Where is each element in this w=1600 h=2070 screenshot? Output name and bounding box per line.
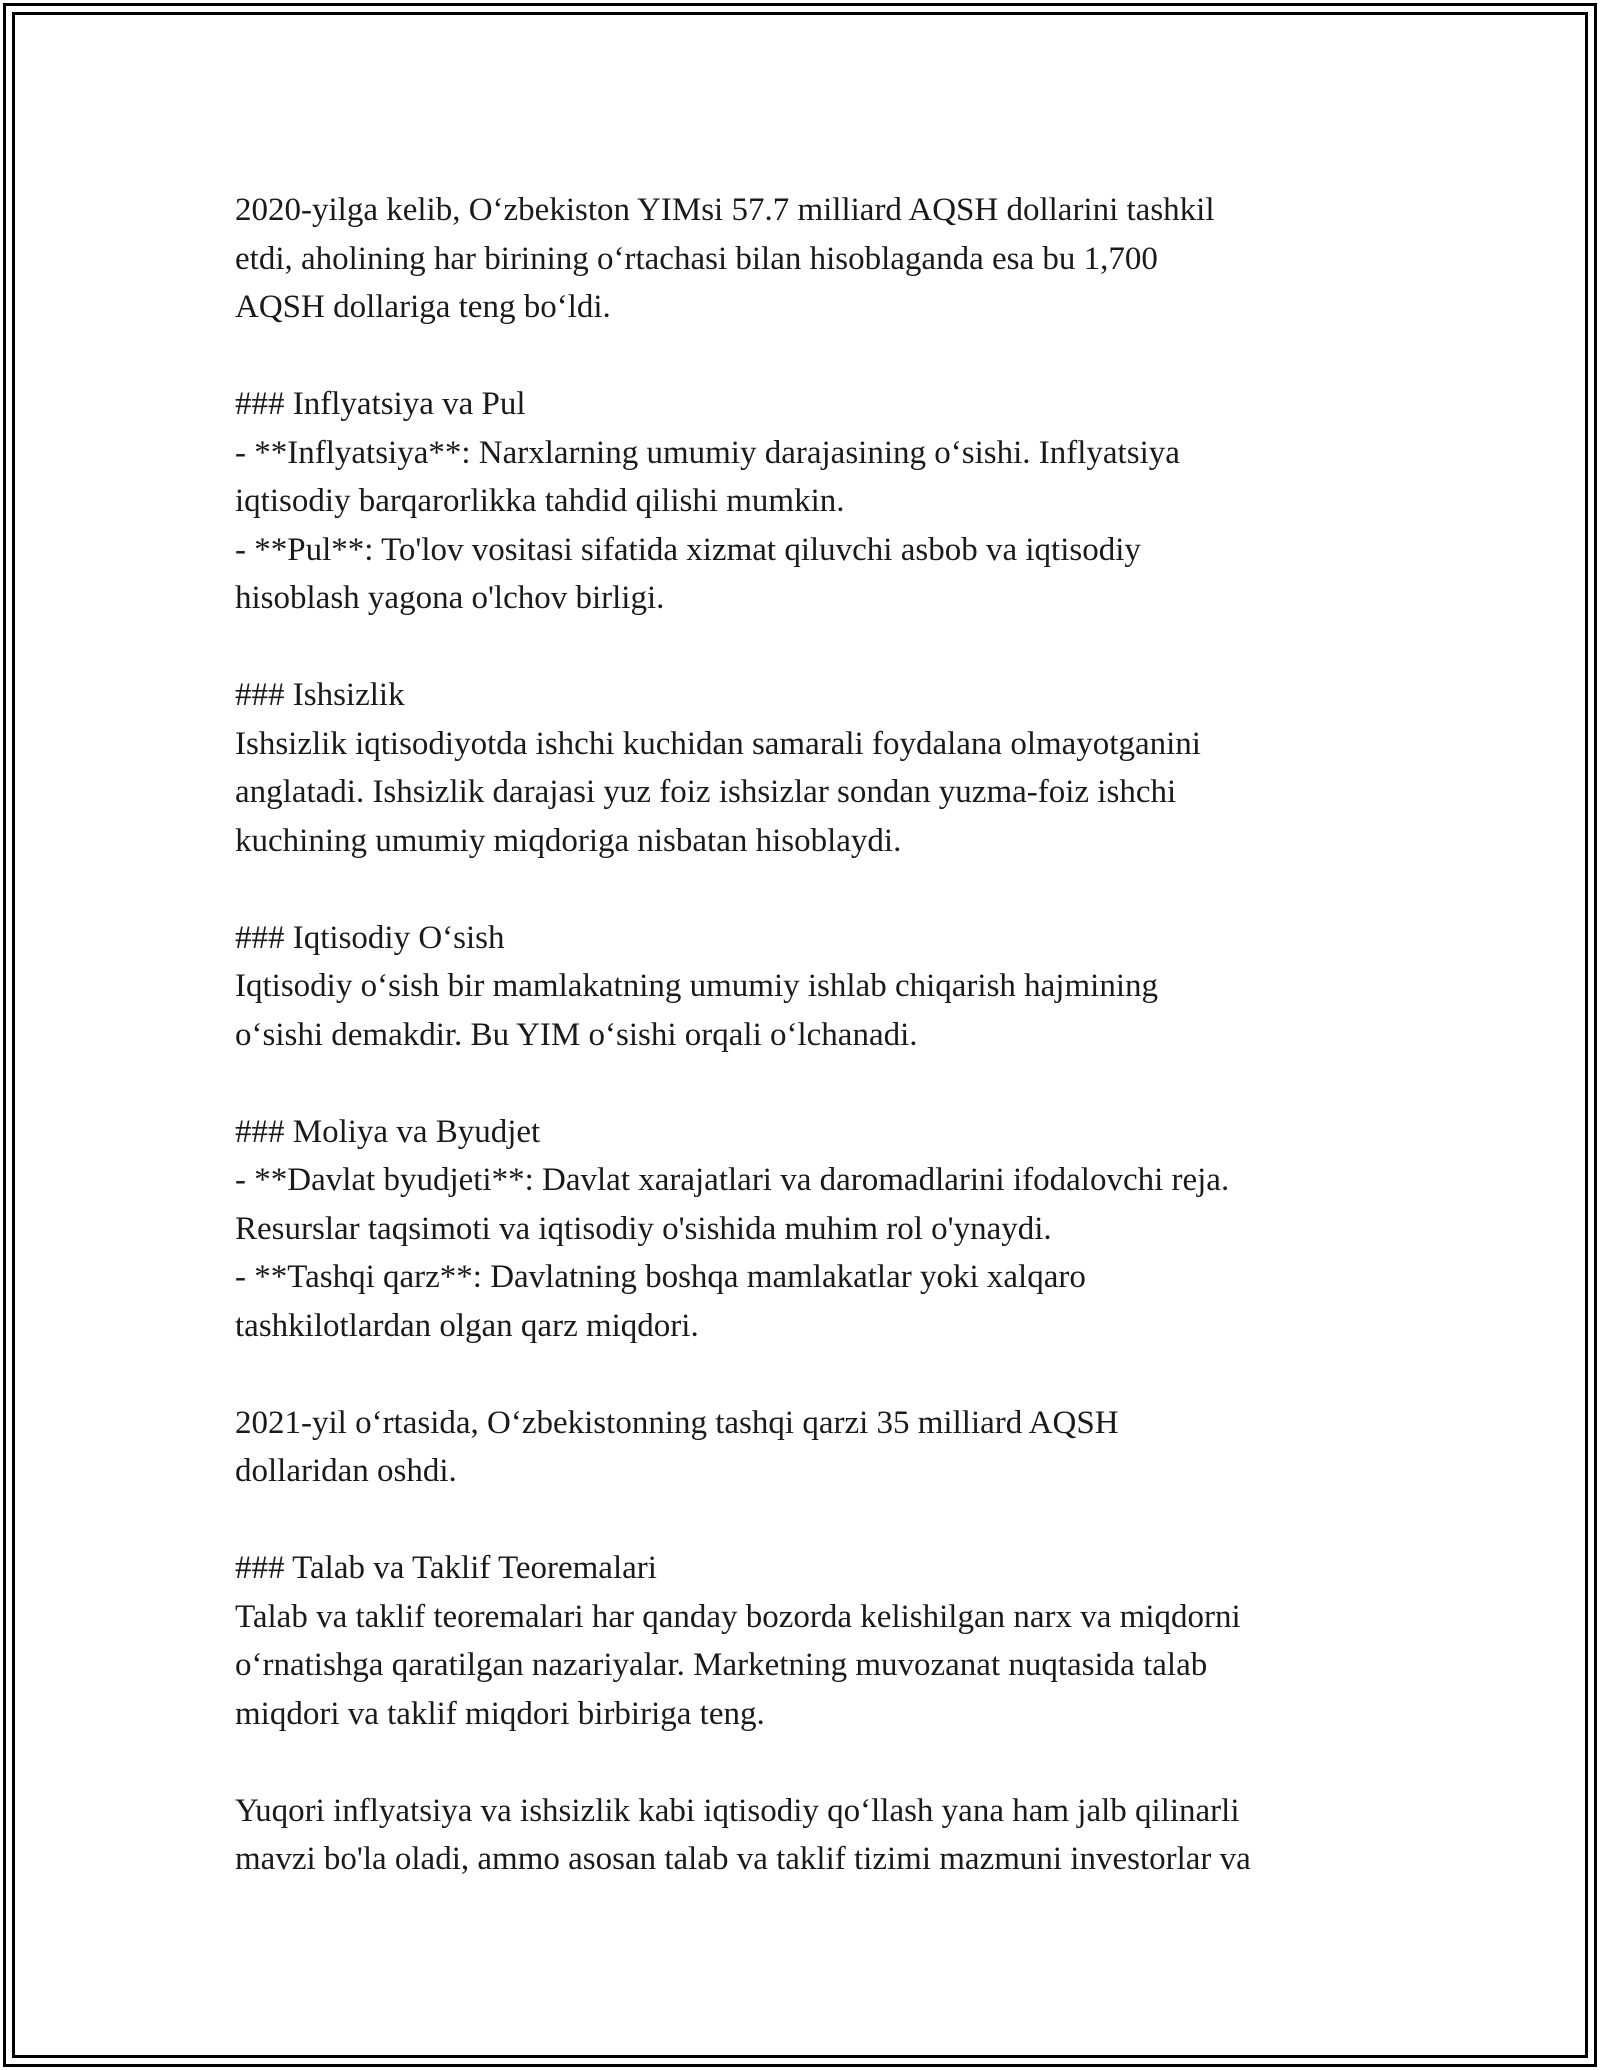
text-line: hisoblash yagona o'lchov birligi.	[235, 580, 665, 616]
text-line: anglatadi. Ishsizlik darajasi yuz foiz ishsizlar sondan yuzma-foiz ishchi	[235, 774, 1177, 810]
section-unemployment	[235, 671, 1395, 865]
text-line: - **Inflyatsiya**: Narxlarning umumiy darajasining o‘sishi. Inflyatsiya	[235, 434, 1180, 471]
text-line: - **Tashqi qarz**: Davlatning boshqa mamlakatlar yoki xalqaro	[235, 1259, 1086, 1295]
text-line: Yuqori inflyatsiya va ishsizlik kabi iqtisodiy qo‘llash yana ham jalb qilinarli	[235, 1792, 1240, 1829]
section-inflation-money	[235, 380, 1395, 623]
section-heading: ### Ishsizlik	[235, 677, 405, 713]
text-line: dollaridan oshdi.	[235, 1453, 457, 1489]
section-finance-budget	[235, 1108, 1395, 1351]
section-heading: ### Inflyatsiya va Pul	[235, 386, 526, 422]
text-line: o‘rnatishga qaratilgan nazariyalar. Marketning muvozanat nuqtasida talab	[235, 1647, 1208, 1683]
text-line: etdi, aholining har birining o‘rtachasi bilan hisoblaganda esa bu 1,700	[235, 240, 1158, 277]
text-line: Ishsizlik iqtisodiyotda ishchi kuchidan samarali foydalana olmayotganini	[235, 725, 1201, 762]
paragraph-conclusion	[235, 1787, 1395, 1884]
section-supply-demand	[235, 1544, 1395, 1738]
section-heading: ### Moliya va Byudjet	[235, 1113, 541, 1150]
paragraph-external-debt-2021	[235, 1399, 1395, 1496]
text-line: 2021-yil o‘rtasida, O‘zbekistonning tashqi qarzi 35 milliard AQSH	[235, 1404, 1119, 1441]
text-line: iqtisodiy barqarorlikka tahdid qilishi mumkin.	[235, 483, 845, 519]
text-line: - **Davlat byudjeti**: Davlat xarajatlari va daromadlarini ifodalovchi reja.	[235, 1162, 1230, 1198]
section-heading: ### Iqtisodiy O‘sish	[235, 919, 505, 956]
text-line: mavzi bo'la oladi, ammo asosan talab va taklif tizimi mazmuni investorlar va	[235, 1841, 1251, 1877]
text-line: 2020-yilga kelib, O‘zbekiston YIMsi 57.7 milliard AQSH dollarini tashkil	[235, 192, 1215, 228]
text-line: AQSH dollariga teng bo‘ldi.	[235, 289, 611, 325]
text-line: Resurslar taqsimoti va iqtisodiy o'sishida muhim rol o'ynaydi.	[235, 1210, 1052, 1247]
document-body	[235, 186, 1395, 1932]
text-line: - **Pul**: To'lov vositasi sifatida xizmat qiluvchi asbob va iqtisodiy	[235, 531, 1141, 568]
section-heading: ### Talab va Taklif Teoremalari	[235, 1550, 657, 1586]
text-line: o‘sishi demakdir. Bu YIM o‘sishi orqali o‘lchanadi.	[235, 1016, 918, 1053]
section-economic-growth	[235, 914, 1395, 1060]
paragraph-gdp-2020	[235, 186, 1395, 332]
text-line: miqdori va taklif miqdori birbiriga teng.	[235, 1695, 765, 1732]
text-line: Iqtisodiy o‘sish bir mamlakatning umumiy ishlab chiqarish hajmining	[235, 968, 1158, 1004]
text-line: tashkilotlardan olgan qarz miqdori.	[235, 1307, 699, 1344]
text-line: Talab va taklif teoremalari har qanday bozorda kelishilgan narx va miqdorni	[235, 1598, 1241, 1635]
text-line: kuchining umumiy miqdoriga nisbatan hisoblaydi.	[235, 822, 902, 859]
